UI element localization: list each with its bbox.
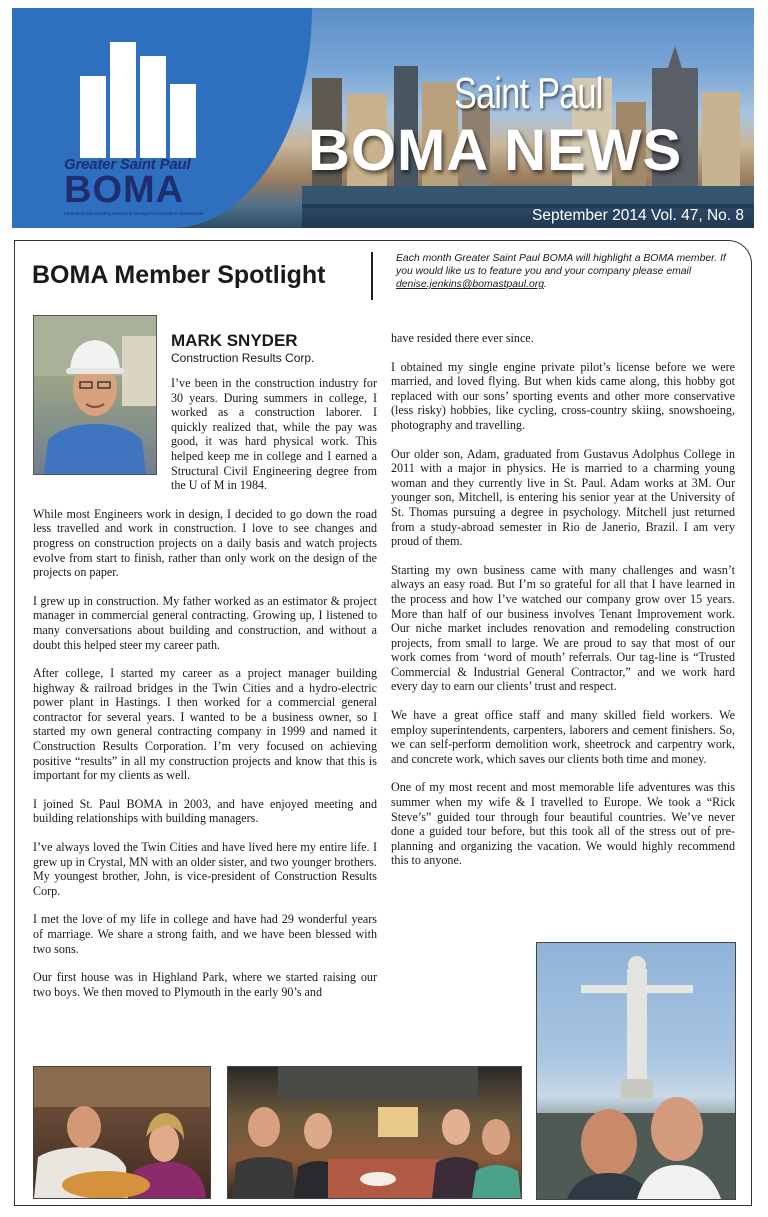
article-paragraph: Starting my own business came with many challenges and wasn’t always an easy road. But I’m so grateful for all that I have learned in the process and how I’ve watched our company grow over 15 years. More than half of our business involves Tenant Improvement work. Our niche market includes renovation and remodeling construction projects, from small to large. We are proud to say that most of our work comes from ‘word of mouth’ referrals. Our tag-line is “Trusted Commercial & Industrial General Contractor,” and we work hard every day to earn our clients’ trust and respect. [391,562,735,694]
article-paragraph: I obtained my single engine private pilot’s license before we were married, and loved flying. But when kids came along, this hobby got replaced with our sons’ sporting events and other more conservative (less risky) hobbies, like cycling, cross-country skiing, snowshoeing, photography and travelling. [391,359,735,432]
article-paragraph: Our older son, Adam, graduated from Gustavus Adolphus College in 2011 with a major in physics. He is married to a charming young woman and they currently live in St. Paul. Adam works at 3M. Our younger son, Mitchell, is entering his senior year at the University of St. Thomas pursuing a degree in psychology. Mitchell just returned from a study-abroad semester in Rio de Janerio, Brazil. I am very proud of them. [391,446,735,549]
portrait-photo [33,315,157,475]
masthead [12,8,754,228]
christ-the-redeemer-photo [536,942,736,1200]
article-paragraph: I grew up in construction. My father worked as an estimator & project manager in commercial general contracting. Growing up, I listened to many conversations about building and construction, and without a doubt this helped steer my career path. [33,593,377,652]
article-paragraph: I joined St. Paul BOMA in 2003, and have enjoyed meeting and building relationships with building managers. [33,796,377,826]
article-paragraph: Our first house was in Highland Park, where we started raising our two boys. We then moved to Plymouth in the early 90’s and [33,970,377,999]
article-column-right [391,331,735,882]
boma-building-logo-icon [74,38,204,158]
restaurant-family-photo [227,1066,522,1199]
family-dinner-photo [33,1066,211,1199]
logo-boma-wordmark: BOMA [64,169,185,211]
logo-greater-saint-paul: Greater Saint Paul [64,156,191,173]
article-paragraph: One of my most recent and most memorable life adventures was this summer when my wife & I travelled to Europe. We took a “Rick Steve’s” guided tour through four beautiful countries. We’ve never done a guided tour before, but this took all of the stress out of pre-planning and organizing the vacation. We would highly recommend this to anyone. [391,780,735,868]
spotlight-title: BOMA Member Spotlight [32,261,326,289]
article-paragraph: I met the love of my life in college and have had 29 wonderful years of marriage. We share a strong faith, and we have been blessed with two sons. [33,912,377,956]
family-dinner-illustration [34,1067,210,1198]
logo-tagline: Federated with Building Owners & Managers Association International [64,211,204,216]
title-divider [371,252,373,300]
article-paragraph: have resided there ever since. [391,331,534,345]
newsletter-title-line2: BOMA NEWS [308,118,683,183]
restaurant-family-illustration [228,1067,521,1198]
issue-info: September 2014 Vol. 47, No. 8 [532,207,744,224]
portrait-illustration [34,316,156,474]
article-paragraph: I’ve always loved the Twin Cities and have lived here my entire life. I grew up in Crystal, MN with an older sister, and two younger brothers. My youngest brother, John, is vice-president of Construction Results Corp. [33,840,377,898]
newsletter-title-line1: Saint Paul [454,69,603,118]
article-paragraph: We have a great office staff and many skilled field workers. We employ superintendents, carpenters, laborers and cement finishers. So, we can self-perform demolition work, sheetrock and carpentry work, and concrete work, which saves our clients both time and money. [391,708,735,766]
spotlight-intro-text: Each month Greater Saint Paul BOMA will highlight a BOMA member. If you would like us to feature you and your company please email [396,253,726,277]
article-paragraph: After college, I started my career as a project manager building highway & railroad bridges in the Twin Cities and a hydro-electric power plant in Hastings. I then worked for a commercial general contractor for several years. I wanted to be a business owner, so I started my own general contracting company in 1999 and named it Construction Results Corporation. I’m very focused on achieving positive “results” in all my construction projects and know that this is important for my clients as well. [33,666,377,783]
article-paragraph: While most Engineers work in design, I decided to go down the road less travelled and work in construction. I love to see changes and progress on construction projects on a daily basis and watch projects evolve from start to finish, rather than only work on the design of the projects on paper. [33,506,377,580]
profile-name: MARK SNYDER [171,331,298,350]
profile-company: Construction Results Corp. [171,351,315,365]
spotlight-intro [396,252,741,291]
article-paragraph: I’ve been in the construction industry for 30 years. During summers in college, I worked as a construction laborer. I quickly realized that, while the pay was good, it was hard physical work. This helped keep me in college and I earned a Structural Civil Engineering degree from the U of M in 1984. [171,376,377,493]
christ-the-redeemer-illustration [537,943,735,1199]
contact-email-link[interactable]: denise.jenkins@bomastpaul.org [396,279,545,290]
article-column-left [33,315,377,1013]
spotlight-intro-end: . [544,279,547,290]
